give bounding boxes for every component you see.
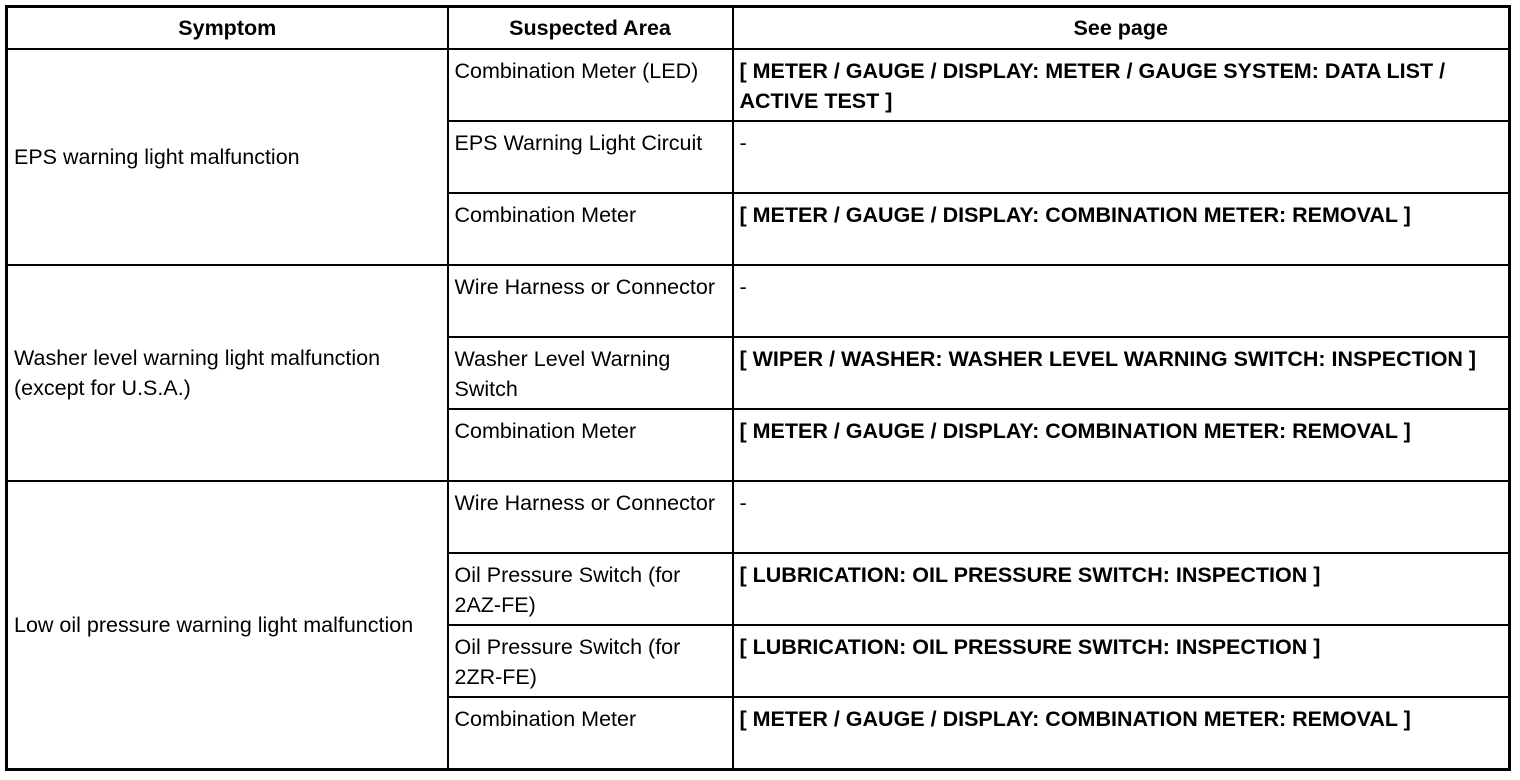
symptom-cell: EPS warning light malfunction: [7, 49, 448, 265]
table-row: [7, 481, 1510, 553]
see-page-cell: [ METER / GAUGE / DISPLAY: COMBINATION METER: REMOVAL ]: [733, 697, 1510, 769]
header-suspected-area: Suspected Area: [448, 7, 733, 50]
header-see-page: See page: [733, 7, 1510, 50]
see-page-cell: [ METER / GAUGE / DISPLAY: METER / GAUGE SYSTEM: DATA LIST / ACTIVE TEST ]: [733, 49, 1510, 121]
header-symptom: Symptom: [7, 7, 448, 50]
symptom-cell: Washer level warning light malfunction (except for U.S.A.): [7, 265, 448, 481]
see-page-cell: [ LUBRICATION: OIL PRESSURE SWITCH: INSPECTION ]: [733, 625, 1510, 697]
suspected-area-cell: Wire Harness or Connector: [448, 481, 733, 553]
see-page-cell: [ WIPER / WASHER: WASHER LEVEL WARNING SWITCH: INSPECTION ]: [733, 337, 1510, 409]
suspected-area-cell: Combination Meter: [448, 409, 733, 481]
suspected-area-cell: Wire Harness or Connector: [448, 265, 733, 337]
suspected-area-cell: Combination Meter: [448, 193, 733, 265]
suspected-area-cell: Combination Meter (LED): [448, 49, 733, 121]
see-page-cell: -: [733, 481, 1510, 553]
header-row: [7, 7, 1510, 50]
suspected-area-cell: Oil Pressure Switch (for 2AZ-FE): [448, 553, 733, 625]
table-row: [7, 265, 1510, 337]
see-page-cell: -: [733, 121, 1510, 193]
see-page-cell: [ LUBRICATION: OIL PRESSURE SWITCH: INSPECTION ]: [733, 553, 1510, 625]
symptom-table: [5, 5, 1511, 771]
see-page-cell: [ METER / GAUGE / DISPLAY: COMBINATION METER: REMOVAL ]: [733, 409, 1510, 481]
table-row: [7, 49, 1510, 121]
suspected-area-cell: Oil Pressure Switch (for 2ZR-FE): [448, 625, 733, 697]
symptom-cell: Low oil pressure warning light malfunction: [7, 481, 448, 769]
suspected-area-cell: Combination Meter: [448, 697, 733, 769]
see-page-cell: [ METER / GAUGE / DISPLAY: COMBINATION METER: REMOVAL ]: [733, 193, 1510, 265]
suspected-area-cell: EPS Warning Light Circuit: [448, 121, 733, 193]
see-page-cell: -: [733, 265, 1510, 337]
suspected-area-cell: Washer Level Warning Switch: [448, 337, 733, 409]
